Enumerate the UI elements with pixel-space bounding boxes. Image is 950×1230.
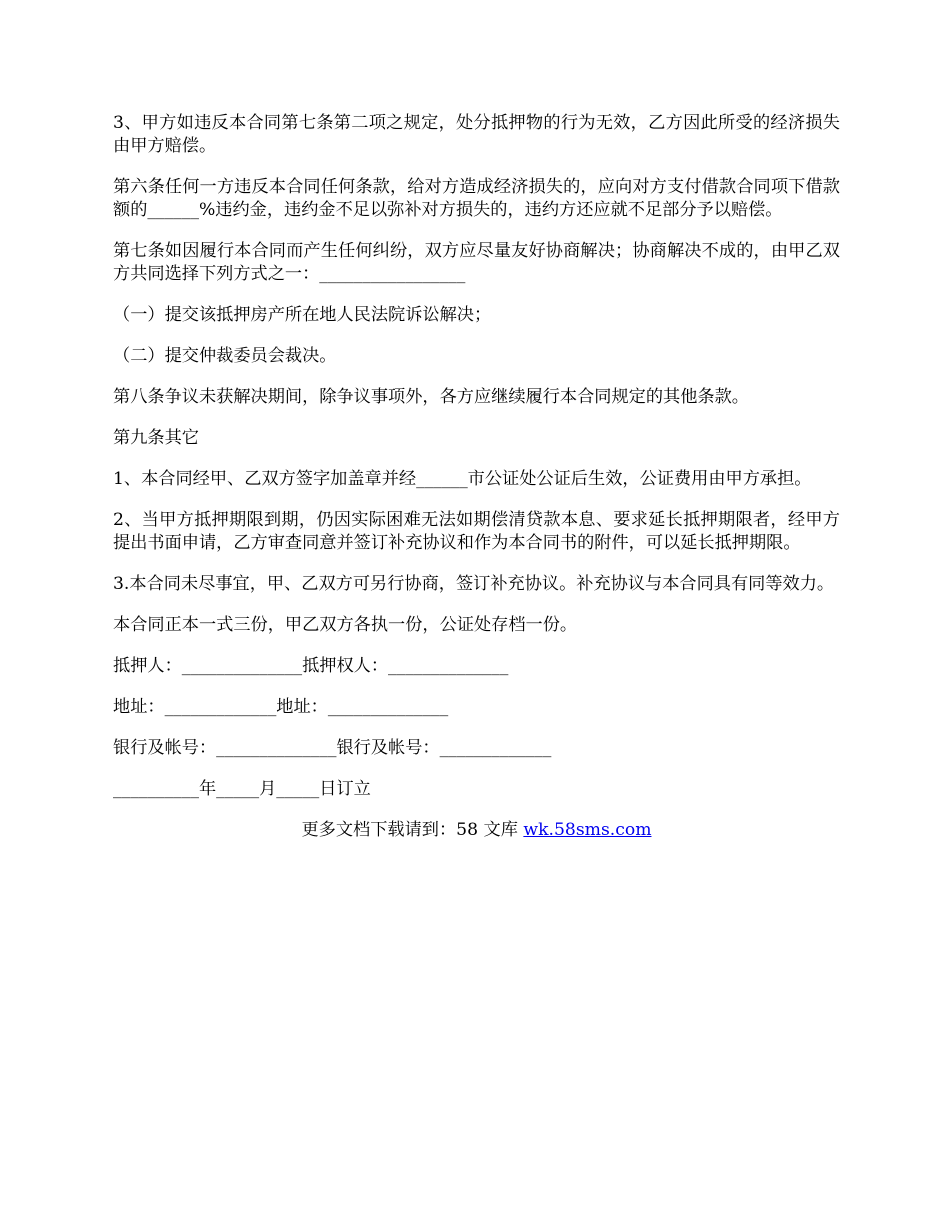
article-8: 第八条争议未获解决期间，除争议事项外，各方应继续履行本合同规定的其他条款。 xyxy=(113,387,749,407)
address-line: 地址：_____________地址：______________ xyxy=(113,697,449,717)
article-9-item-1: 1、本合同经甲、乙双方签字加盖章并经______市公证处公证后生效，公证费用由甲方承担。 xyxy=(113,469,812,489)
signature-parties-line: 抵押人：______________抵押权人：______________ xyxy=(113,656,509,676)
article-7-disputes: 第七条如因履行本合同而产生任何纠纷，双方应尽量友好协商解决；协商解决不成的，由甲乙双方共同选择下列方式之一：_________________ xyxy=(113,241,840,284)
dispute-option-2: （二）提交仲裁委员会裁决。 xyxy=(113,346,337,366)
footer-link[interactable]: wk.58sms.com xyxy=(523,820,652,840)
footer xyxy=(113,819,840,842)
clause-3-compensation: 3、甲方如违反本合同第七条第二项之规定，处分抵押物的行为无效，乙方因此所受的经济损失由甲方赔偿。 xyxy=(113,113,840,156)
document-page xyxy=(113,112,840,842)
bank-account-line: 银行及帐号：______________银行及帐号：_____________ xyxy=(113,738,552,758)
date-line: __________年_____月_____日订立 xyxy=(113,779,371,799)
article-6-breach: 第六条任何一方违反本合同任何条款，给对方造成经济损失的，应向对方支付借款合同项下借款额的______%违约金，违约金不足以弥补对方损失的，违约方还应就不足部分予以赔偿。 xyxy=(113,177,840,220)
article-9-item-3: 3.本合同未尽事宜，甲、乙双方可另行协商，签订补充协议。补充协议与本合同具有同等效力。 xyxy=(113,574,835,594)
article-9-heading: 第九条其它 xyxy=(113,428,199,448)
article-9-item-2: 2、当甲方抵押期限到期，仍因实际困难无法如期偿清贷款本息、要求延长抵押期限者，经甲方提出书面申请，乙方审查同意并签订补充协议和作为本合同书的附件，可以延长抵押期限。 xyxy=(113,510,840,553)
dispute-option-1: （一）提交该抵押房产所在地人民法院诉讼解决； xyxy=(113,305,492,325)
copies-statement: 本合同正本一式三份，甲乙双方各执一份，公证处存档一份。 xyxy=(113,615,578,635)
footer-text: 更多文档下载请到：58 文库 xyxy=(301,820,524,840)
